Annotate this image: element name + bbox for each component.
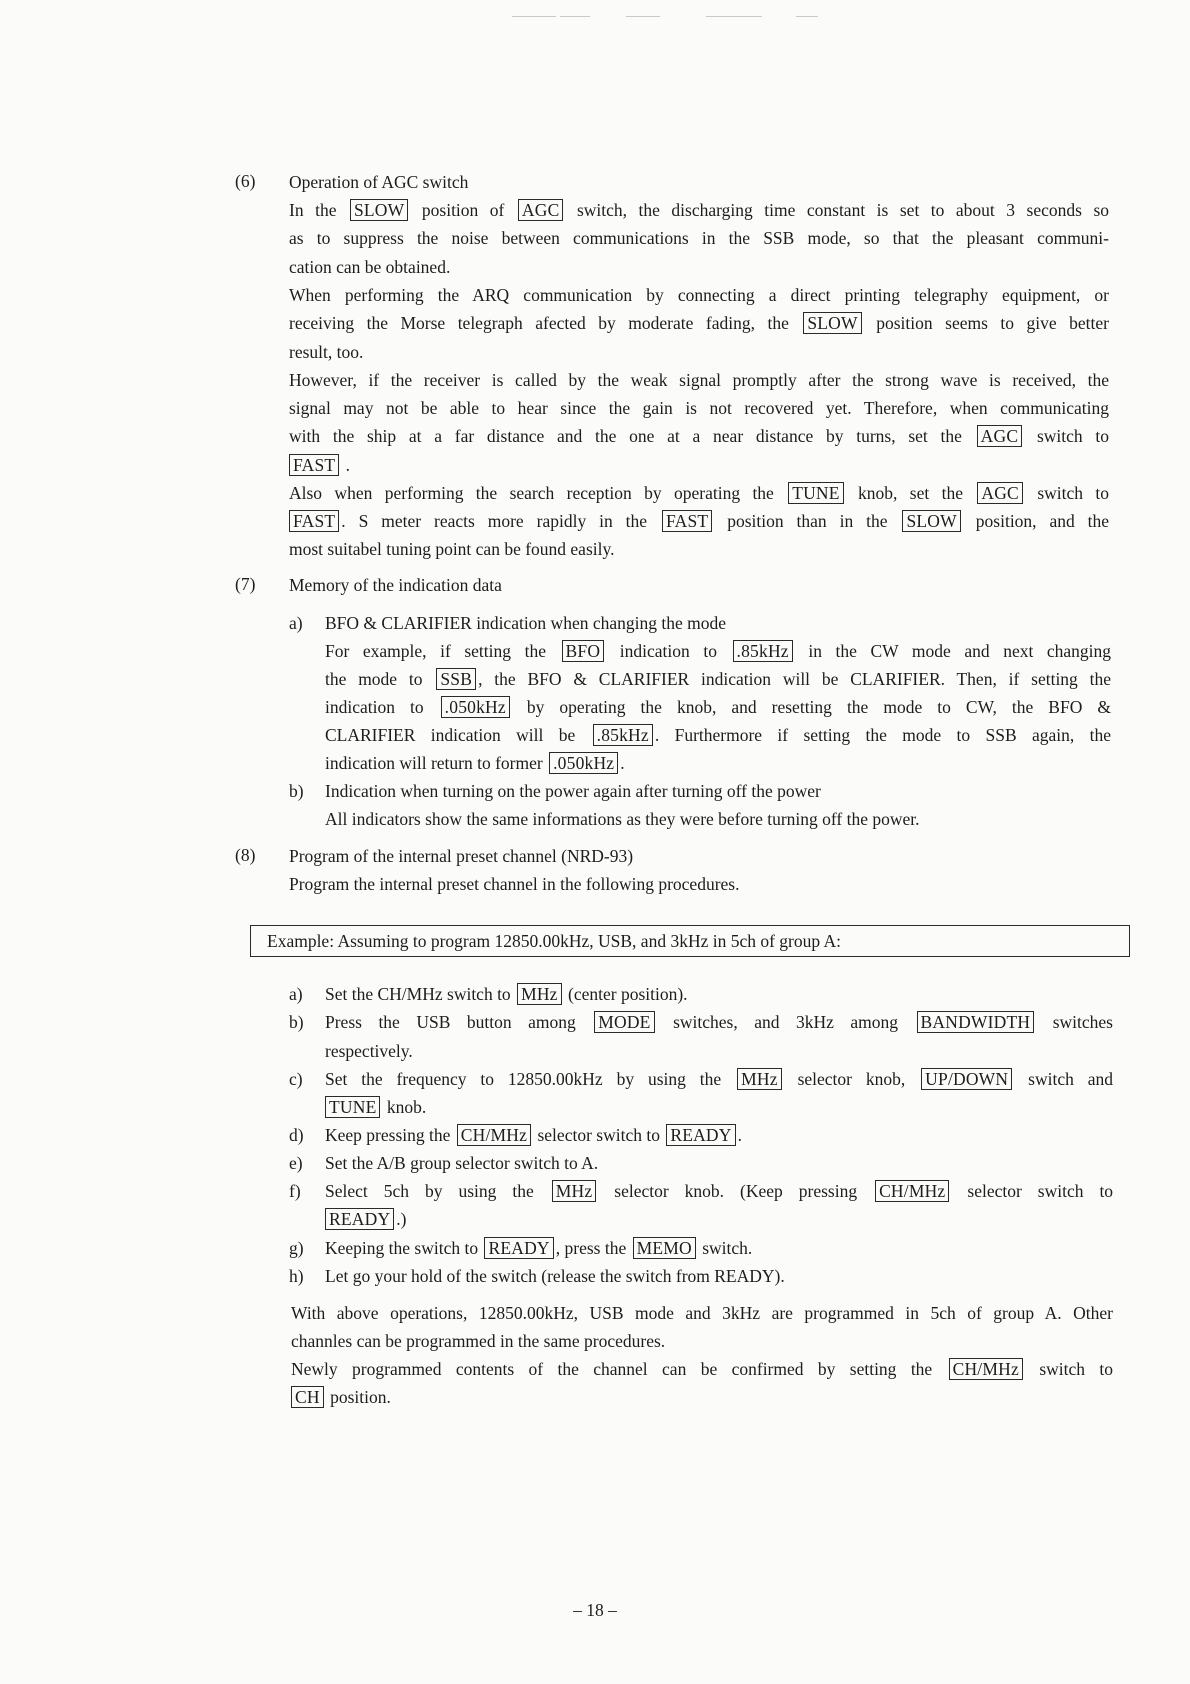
step-f-line-1: Select 5ch by using the MHz selector knob. (Keep pressing CH/MHz selector switch to bbox=[325, 1181, 1114, 1201]
agc-switch-label: AGC bbox=[518, 199, 564, 221]
tune-knob-label: TUNE bbox=[788, 482, 843, 504]
section-6-line-1: In the SLOW position of AGC switch, the discharging time constant is set to about 3 seconds so bbox=[289, 200, 1110, 220]
slow-switch-label: SLOW bbox=[803, 312, 861, 334]
agc-switch-label: AGC bbox=[977, 425, 1023, 447]
section-8-number: (8) bbox=[235, 845, 256, 865]
item-b-letter: b) bbox=[289, 781, 304, 801]
step-c-letter: c) bbox=[289, 1069, 303, 1089]
section-6-line-13: most suitabel tuning point can be found easily. bbox=[289, 539, 615, 559]
bfo-indicator-label: BFO bbox=[562, 640, 605, 662]
section-6-line-3: cation can be obtained. bbox=[289, 257, 451, 277]
example-text: Example: Assuming to program 12850.00kHz, USB, and 3kHz in 5ch of group A: bbox=[267, 931, 842, 951]
step-a-letter: a) bbox=[289, 984, 303, 1004]
section-6-line-8: signal may not be able to hear since the gain is not recovered yet. Therefore, when communicating bbox=[289, 398, 1109, 418]
step-d-letter: d) bbox=[289, 1125, 304, 1145]
scan-top-marks bbox=[0, 16, 1190, 20]
section-6-line-9: with the ship at a far distance and the one at a near distance by turns, set the AGC switch to bbox=[289, 426, 1109, 446]
step-g-text: Keeping the switch to READY , press the MEMO switch. bbox=[325, 1238, 753, 1258]
chmhz-selector-label: CH/MHz bbox=[457, 1124, 531, 1146]
section-8-intro: Program the internal preset channel in the following procedures. bbox=[289, 874, 740, 894]
chmhz-selector-label: CH/MHz bbox=[875, 1180, 949, 1202]
ready-position-label: READY bbox=[325, 1208, 394, 1230]
step-b-line-1: Press the USB button among MODE switches, and 3kHz among BANDWIDTH switches bbox=[325, 1012, 1113, 1032]
slow-switch-label: SLOW bbox=[902, 510, 960, 532]
fast-switch-label: FAST bbox=[289, 454, 339, 476]
section-6-line-5: receiving the Morse telegraph afected by moderate fading, the SLOW position seems to give better bbox=[289, 313, 1109, 333]
item-b-title: Indication when turning on the power again after turning off the power bbox=[325, 781, 821, 801]
outro-line-4: CH position. bbox=[291, 1386, 391, 1408]
step-h-text: Let go your hold of the switch (release the switch from READY). bbox=[325, 1266, 785, 1286]
section-7-number: (7) bbox=[235, 574, 256, 594]
tune-knob-label: TUNE bbox=[325, 1096, 380, 1118]
value-085khz: .85kHz bbox=[733, 640, 793, 662]
ssb-mode-label: SSB bbox=[436, 668, 476, 690]
item-a-line-1: For example, if setting the BFO indication to .85kHz in the CW mode and next changing bbox=[325, 641, 1112, 661]
step-d-text: Keep pressing the CH/MHz selector switch to READY . bbox=[325, 1125, 742, 1145]
step-e-letter: e) bbox=[289, 1153, 303, 1173]
section-6-line-4: When performing the ARQ communication by connecting a direct printing telegraphy equipment, or bbox=[289, 285, 1109, 305]
memo-switch-label: MEMO bbox=[633, 1237, 696, 1259]
section-6-line-12: FAST . S meter reacts more rapidly in the FAST position than in the SLOW position, and the bbox=[289, 510, 1109, 532]
section-6-line-6: result, too. bbox=[289, 342, 364, 362]
value-085khz: .85kHz bbox=[593, 724, 653, 746]
step-a-text: Set the CH/MHz switch to MHz (center position). bbox=[325, 984, 688, 1004]
agc-switch-label: AGC bbox=[977, 482, 1023, 504]
section-7-title: Memory of the indication data bbox=[289, 575, 502, 595]
ch-position-label: CH bbox=[291, 1386, 324, 1408]
item-a-line-5: indication will return to former .050kHz . bbox=[325, 753, 625, 773]
item-a-title: BFO & CLARIFIER indication when changing the mode bbox=[325, 613, 726, 633]
section-8-title: Program of the internal preset channel (NRD-93) bbox=[289, 846, 634, 866]
item-a-letter: a) bbox=[289, 613, 303, 633]
item-a-line-4: CLARIFIER indication will be .85kHz . Furthermore if setting the mode to SSB again, the bbox=[325, 725, 1111, 745]
section-6-line-2: as to suppress the noise between communications in the SSB mode, so that the pleasant communi- bbox=[289, 228, 1109, 248]
section-6-line-10: FAST . bbox=[289, 454, 350, 476]
updown-switch-label: UP/DOWN bbox=[921, 1068, 1012, 1090]
section-6-line-11: Also when performing the search reception by operating the TUNE knob, set the AGC switch to bbox=[289, 483, 1109, 503]
step-c-line-1: Set the frequency to 12850.00kHz by using the MHz selector knob, UP/DOWN switch and bbox=[325, 1069, 1114, 1089]
fast-switch-label: FAST bbox=[289, 510, 339, 532]
page-number: – 18 – bbox=[573, 1600, 617, 1620]
item-b-line-1: All indicators show the same informations as they were before turning off the power. bbox=[325, 809, 920, 829]
example-box bbox=[250, 925, 1130, 957]
mhz-selector-label: MHz bbox=[552, 1180, 597, 1202]
section-6-title: Operation of AGC switch bbox=[289, 172, 469, 192]
ready-position-label: READY bbox=[666, 1124, 735, 1146]
outro-line-1: With above operations, 12850.00kHz, USB mode and 3kHz are programmed in 5ch of group A. Other bbox=[291, 1303, 1113, 1323]
slow-switch-label: SLOW bbox=[350, 199, 408, 221]
step-h-letter: h) bbox=[289, 1266, 304, 1286]
step-b-letter: b) bbox=[289, 1012, 304, 1032]
step-b-line-2: respectively. bbox=[325, 1041, 413, 1061]
outro-line-2: channles can be programmed in the same procedures. bbox=[291, 1331, 666, 1351]
section-6-number: (6) bbox=[235, 171, 256, 191]
mhz-selector-label: MHz bbox=[737, 1068, 782, 1090]
outro-line-3: Newly programmed contents of the channel can be confirmed by setting the CH/MHz switch to bbox=[291, 1359, 1114, 1379]
step-g-letter: g) bbox=[289, 1238, 304, 1258]
ready-position-label: READY bbox=[484, 1237, 553, 1259]
mhz-position-label: MHz bbox=[517, 983, 562, 1005]
chmhz-switch-label: CH/MHz bbox=[949, 1358, 1023, 1380]
step-f-line-2: READY .) bbox=[325, 1208, 406, 1230]
step-f-letter: f) bbox=[289, 1181, 301, 1201]
item-a-line-2: the mode to SSB , the BFO & CLARIFIER indication will be CLARIFIER. Then, if setting the bbox=[325, 669, 1112, 689]
fast-switch-label: FAST bbox=[662, 510, 712, 532]
bandwidth-switches-label: BANDWIDTH bbox=[917, 1011, 1035, 1033]
section-6-line-7: However, if the receiver is called by the weak signal promptly after the strong wave is received, the bbox=[289, 370, 1109, 390]
step-e-text: Set the A/B group selector switch to A. bbox=[325, 1153, 599, 1173]
value-050khz: .050kHz bbox=[549, 752, 618, 774]
item-a-line-3: indication to .050kHz by operating the knob, and resetting the mode to CW, the BFO & bbox=[325, 697, 1111, 717]
step-c-line-2: TUNE knob. bbox=[325, 1096, 426, 1118]
mode-switches-label: MODE bbox=[594, 1011, 654, 1033]
value-050khz: .050kHz bbox=[441, 696, 510, 718]
